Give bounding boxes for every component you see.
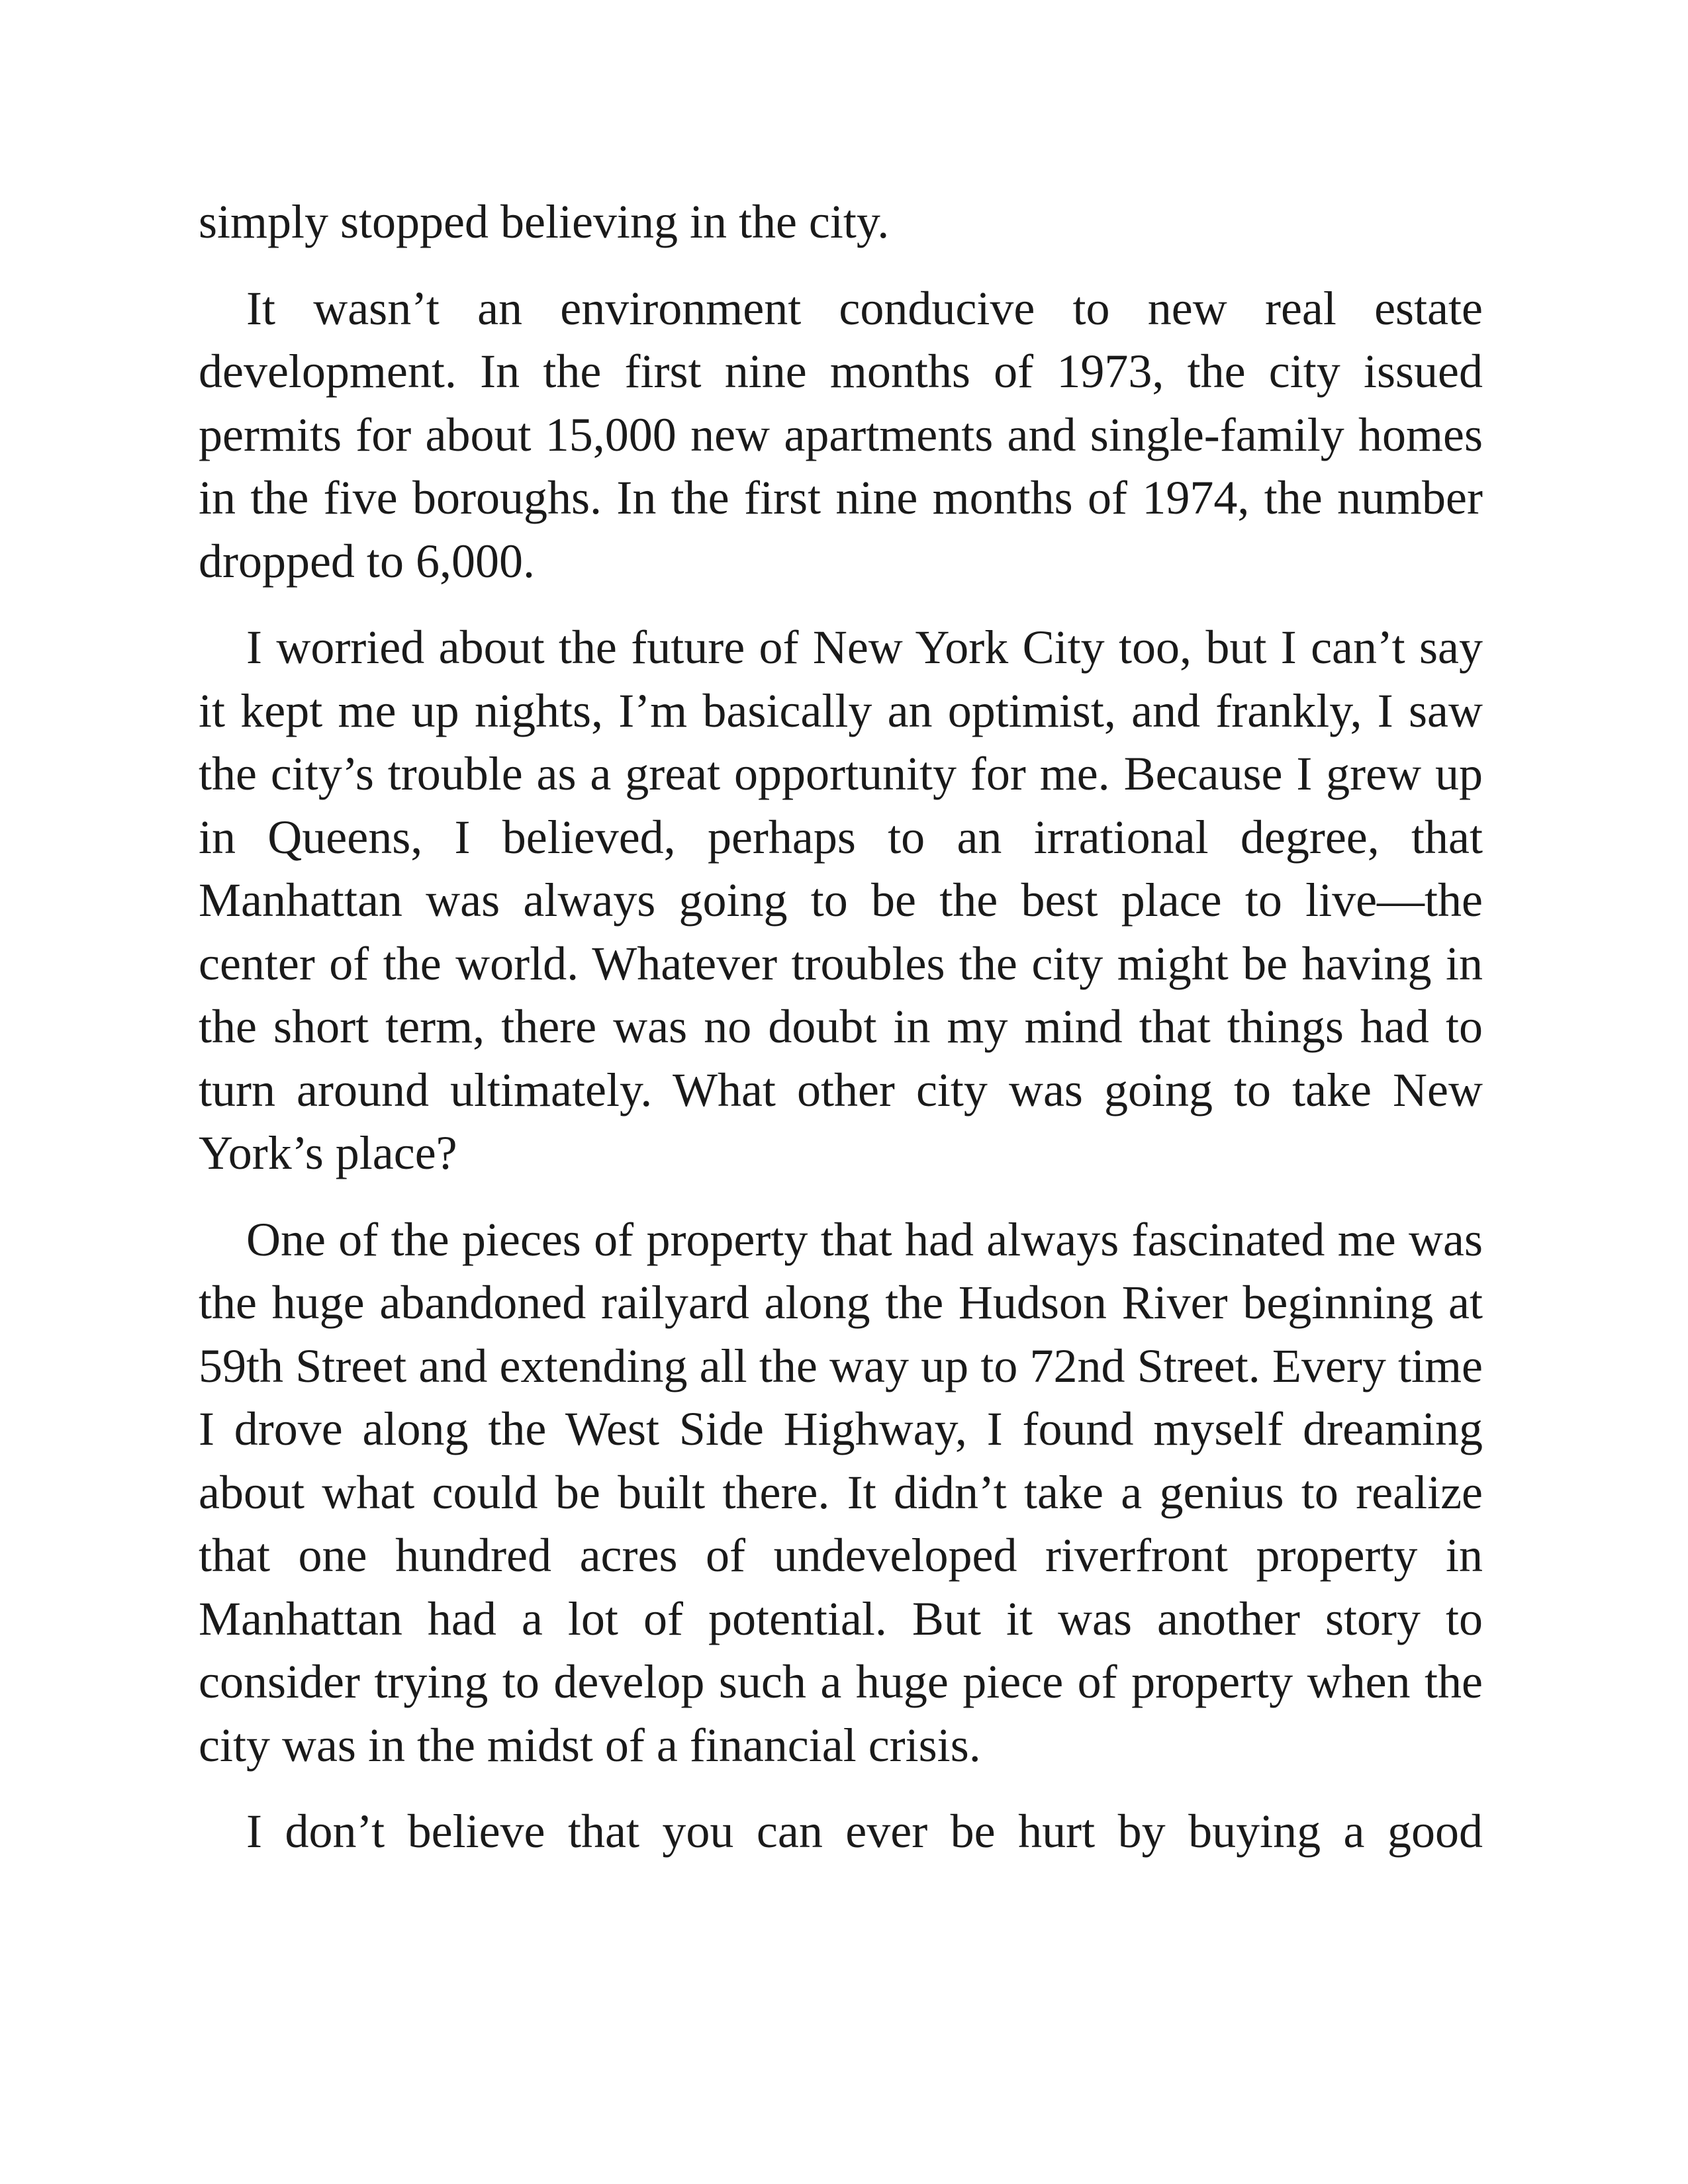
paragraph-hudson-railyard: One of the pieces of property that had always fascinated me was the huge abandoned railyard along the Hudson River beginning at 59th Street and extending all the way up to 72nd Street. Every time I drove along the West Side Highway, I found myself dreaming about what could be built there. It didn’t take a genius to realize that one hundred acres of undeveloped riverfront property in Manhattan had a lot of potential. But it was another story to consider trying to develop such a huge piece of property when the city was in the midst of a financial crisis. [199, 1212, 1483, 1772]
page-body-text [199, 191, 1483, 1864]
paragraph-continuation: simply stopped believing in the city. [199, 195, 890, 248]
paragraph-future-of-new-york: I worried about the future of New York City too, but I can’t say it kept me up nights, I’m basically an optimist, and frankly, I saw the city’s trouble as a great opportunity for me. Because I grew up in Queens, I believed, perhaps to an irrational degree, that Manhattan was always going to be the best place to live—the center of the world. Whatever troubles the city might be having in the short term, there was no doubt in my mind that things had to turn around ultimately. What other city was going to take New York’s place? [199, 621, 1483, 1179]
paragraph-real-estate-development: It wasn’t an environment conducive to new real estate development. In the first nine months of 1973, the city issued permits for about 15,000 new apartments and single-family homes in the five boroughs. In the first nine months of 1974, the number dropped to 6,000. [199, 281, 1483, 588]
paragraph-buying-good-property: I don’t believe that you can ever be hurt by buying a good [246, 1805, 1483, 1858]
